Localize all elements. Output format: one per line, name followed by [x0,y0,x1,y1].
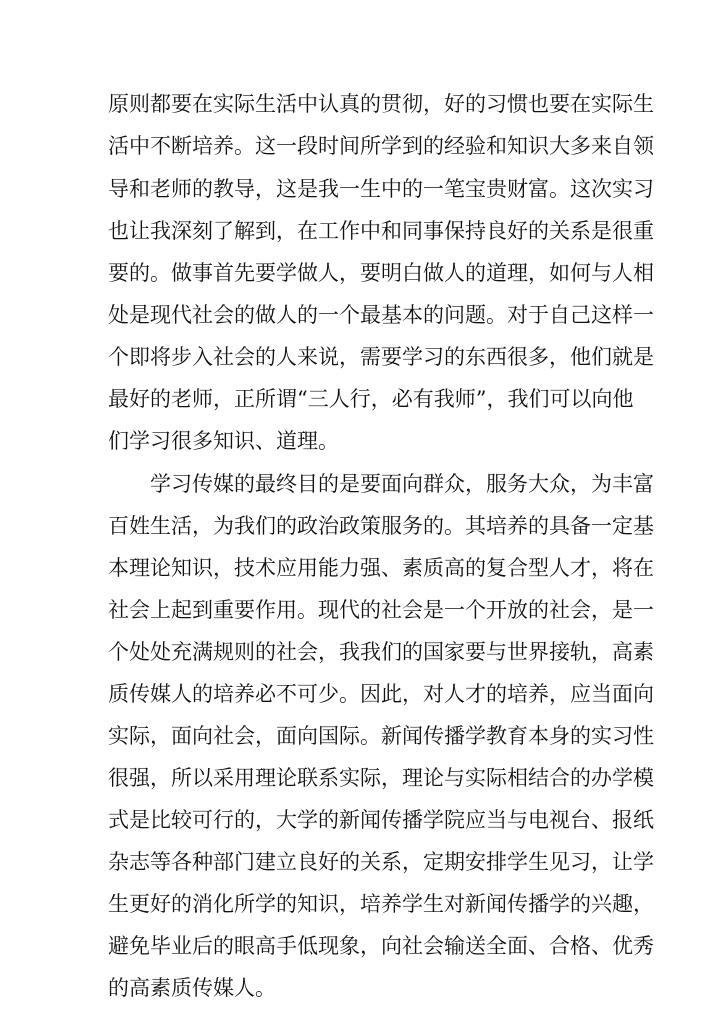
text-line: 实际，面向社会，面向国际。新闻传播学教育本身的实习性 [108,724,654,748]
text-line: 杂志等各种部门建立良好的关系，定期安排学生见习，让学 [108,850,654,874]
text-line: 的高素质传媒人。 [108,976,276,1000]
text-line: 避免毕业后的眼高手低现象，向社会输送全面、合格、优秀 [108,934,654,958]
text-line: 个即将步入社会的人来说，需要学习的东西很多，他们就是 [108,345,654,369]
text-line: 导和老师的教导，这是我一生中的一笔宝贵财富。这次实习 [108,177,654,201]
text-line: 本理论知识，技术应用能力强、素质高的复合型人才，将在 [108,556,654,580]
text-line: 活中不断培养。这一段时间所学到的经验和知识大多来自领 [108,134,654,158]
text-line: 们学习很多知识、道理。 [108,429,339,453]
text-line: 学习传媒的最终目的是要面向群众，服务大众，为丰富 [150,472,654,496]
text-line: 处是现代社会的做人的一个最基本的问题。对于自己这样一 [108,303,654,327]
text-line: 式是比较可行的，大学的新闻传播学院应当与电视台、报纸 [108,808,654,832]
text-line: 生更好的消化所学的知识，培养学生对新闻传播学的兴趣， [108,892,654,916]
text-line: 个处处充满规则的社会，我我们的国家要与世界接轨，高素 [108,640,654,664]
text-line: 要的。做事首先要学做人，要明白做人的道理，如何与人相 [108,261,654,285]
text-line: 很强，所以采用理论联系实际，理论与实际相结合的办学模 [108,766,654,790]
text-line: 质传媒人的培养必不可少。因此，对人才的培养，应当面向 [108,682,654,706]
text-line: 原则都要在实际生活中认真的贯彻，好的习惯也要在实际生 [108,92,654,116]
text-line: 也让我深刻了解到，在工作中和同事保持良好的关系是很重 [108,219,654,243]
text-line: 最好的老师，正所谓“三人行，必有我师”，我们可以向他 [108,387,634,411]
text-line: 百姓生活，为我们的政治政策服务的。其培养的具备一定基 [108,514,654,538]
text-line: 社会上起到重要作用。现代的社会是一个开放的社会，是一 [108,598,654,622]
